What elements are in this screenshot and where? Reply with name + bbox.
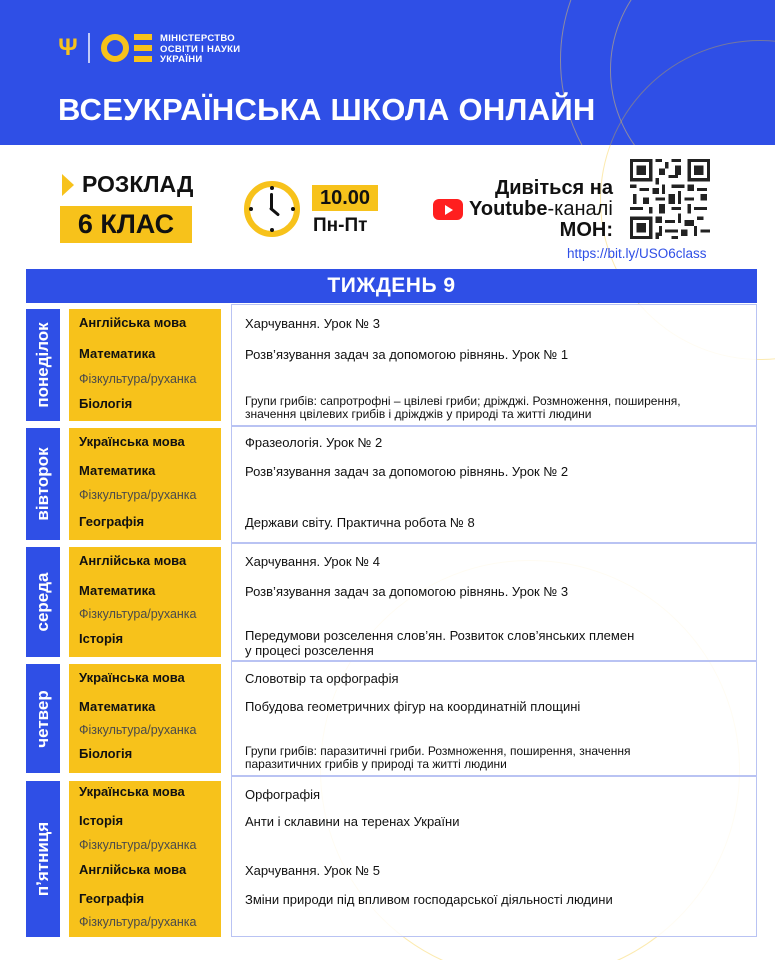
lesson-topic: Харчування. Урок № 4 [245, 554, 380, 569]
subject-name: Математика [79, 346, 156, 361]
lesson-topic: Групи грибів: сапротрофні – цвілеві гриби; дріжджі. Розмноження, поширення, [245, 394, 681, 408]
ministry-line: УКРАЇНИ [160, 54, 203, 65]
lesson-topic: Орфографія [245, 787, 321, 802]
lesson-topic: Розв’язування задач за допомогою рівнянь. Урок № 2 [245, 464, 569, 479]
lesson-topic: у процесі розселення [245, 643, 374, 658]
day-label-wednesday [26, 547, 60, 657]
day-name: середа [33, 572, 52, 632]
day-name: вівторок [33, 447, 52, 521]
subject-name: Українська мова [79, 784, 185, 799]
ministry-name [160, 34, 300, 66]
qr-code-icon[interactable] [630, 159, 710, 239]
subject-name: Фізкультура/руханка [79, 838, 197, 852]
ministry-logo-e [134, 34, 152, 62]
subjects-column [69, 781, 221, 937]
subject-name: Географія [79, 514, 145, 529]
watch-text-line2 [469, 198, 613, 221]
subject-name: Фізкультура/руханка [79, 607, 197, 621]
day-label-monday [26, 309, 60, 421]
day-label-thursday [26, 664, 60, 773]
lesson-topic: Держави світу. Практична робота № 8 [245, 515, 475, 530]
trident-icon: Ψ [58, 34, 78, 61]
subject-name: Українська мова [79, 434, 185, 449]
day-label-tuesday [26, 428, 60, 540]
subject-name: Українська мова [79, 670, 185, 685]
page-title: ВСЕУКРАЇНСЬКА ШКОЛА ОНЛАЙН [58, 92, 596, 127]
subject-name: Історія [79, 631, 124, 646]
lesson-topic: Анти і склавини на теренах України [245, 814, 460, 829]
subject-name: Математика [79, 463, 156, 478]
lesson-topic: Розв’язування задач за допомогою рівнянь. Урок № 1 [245, 347, 569, 362]
subject-name: Англійська мова [79, 553, 187, 568]
day-name: пʼятниця [33, 821, 52, 897]
schedule-label: РОЗКЛАД [82, 171, 194, 197]
watch-text-line1: Дивіться на [494, 177, 613, 199]
lesson-topic: значення цвілевих грибів і дріжджів у природі та житті людини [245, 407, 592, 421]
youtube-link[interactable]: https://bit.ly/USO6class [567, 246, 707, 261]
subject-name: Фізкультура/руханка [79, 723, 197, 737]
subject-name: Історія [79, 813, 124, 828]
subject-name: Математика [79, 699, 156, 714]
subject-name: Математика [79, 583, 156, 598]
broadcast-time: 10.00 [312, 185, 378, 211]
subject-name: Біологія [79, 396, 133, 411]
ministry-logo-o [101, 34, 129, 62]
subject-name: Англійська мова [79, 862, 187, 877]
subject-name: Фізкультура/руханка [79, 915, 197, 929]
ministry-line: ОСВІТИ І НАУКИ [160, 43, 241, 55]
subject-name: Фізкультура/руханка [79, 372, 197, 386]
youtube-icon[interactable] [433, 199, 463, 220]
watch-text-line3: МОН: [559, 219, 613, 241]
lesson-topic: Словотвір та орфографія [245, 671, 399, 686]
day-name: четвер [33, 689, 52, 748]
day-label-friday [26, 781, 60, 937]
lesson-topic: Групи грибів: паразитичні гриби. Розмноження, поширення, значення [245, 744, 631, 758]
day-name: понеділок [33, 322, 52, 408]
lesson-topic: паразитичних грибів у природі та житті людини [245, 757, 507, 771]
logo-divider [88, 33, 90, 63]
lesson-topic: Зміни природи під впливом господарської діяльності людини [245, 892, 613, 907]
grade-badge: 6 КЛАС [60, 206, 192, 243]
lesson-topic: Побудова геометричних фігур на координатній площині [245, 699, 581, 714]
subject-name: Англійська мова [79, 315, 187, 330]
broadcast-days: Пн-Пт [313, 215, 368, 236]
subject-name: Фізкультура/руханка [79, 488, 197, 502]
ministry-line: МІНІСТЕРСТВО [160, 33, 235, 44]
lesson-topic: Харчування. Урок № 3 [245, 316, 380, 331]
subject-name: Географія [79, 891, 145, 906]
play-triangle-icon [62, 174, 74, 196]
lesson-topic: Харчування. Урок № 5 [245, 863, 380, 878]
lesson-topic: Передумови розселення слов’ян. Розвиток слов’янських племен [245, 628, 635, 643]
subject-name: Біологія [79, 746, 133, 761]
channel-label: -каналі [547, 198, 613, 220]
lesson-topic: Розв’язування задач за допомогою рівнянь. Урок № 3 [245, 584, 569, 599]
clock-icon [244, 181, 300, 237]
week-title: ТИЖДЕНЬ 9 [26, 269, 757, 303]
youtube-label: Youtube [469, 198, 548, 220]
lesson-topic: Фразеологія. Урок № 2 [245, 435, 383, 450]
